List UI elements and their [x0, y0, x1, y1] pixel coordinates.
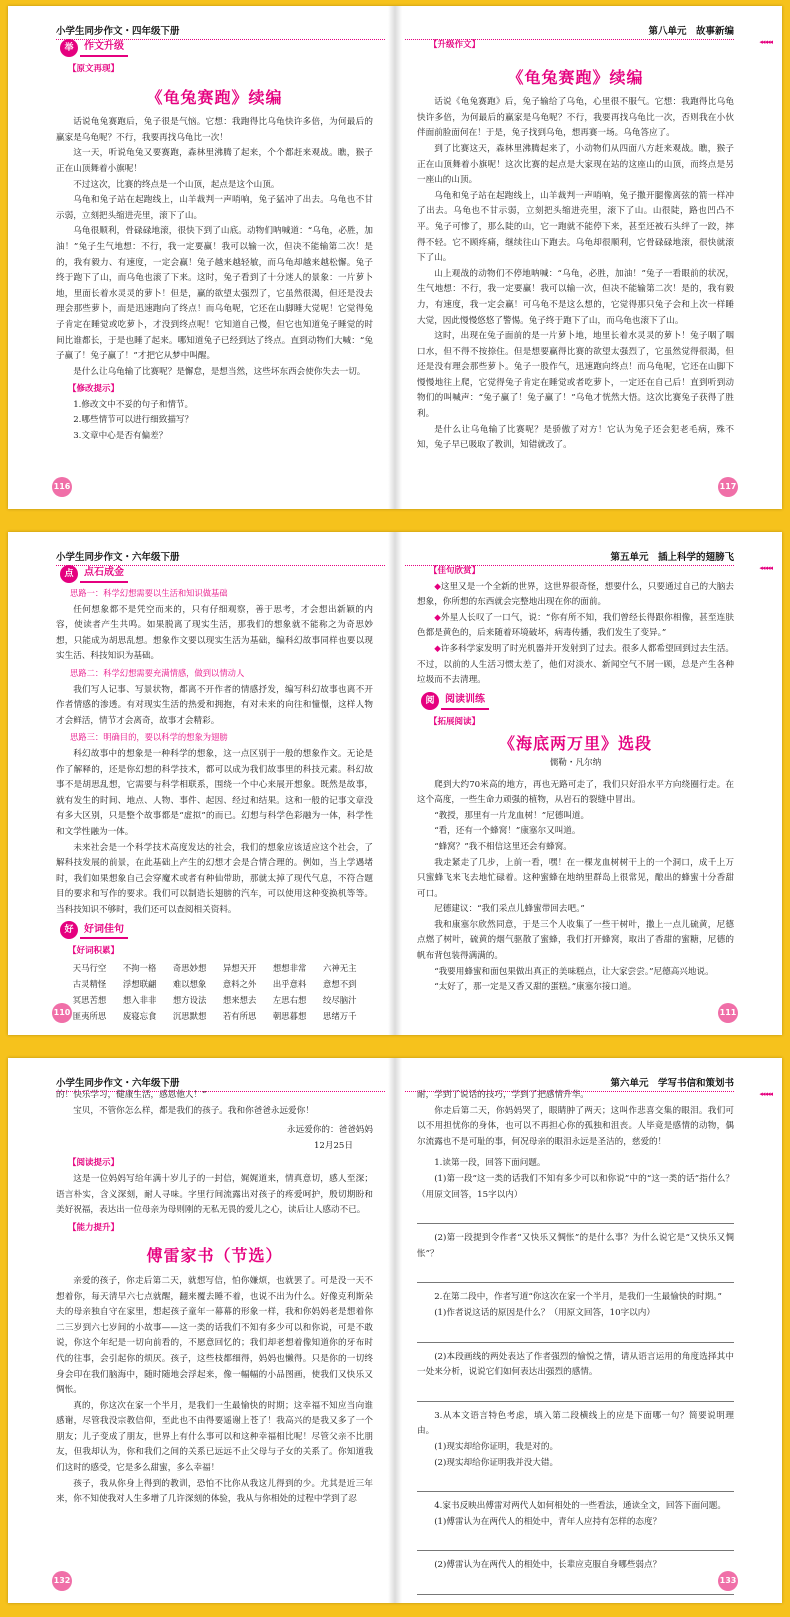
- word-table: [56, 960, 373, 1024]
- question-3: [417, 1409, 734, 1492]
- running-header: 第五单元 插上科学的翅膀飞: [610, 552, 734, 563]
- section-badge: [60, 38, 373, 58]
- running-header: 第六单元 学写书信和策划书: [610, 1078, 734, 1089]
- question-subitem: (1)现实却给你证明，我是对的。: [434, 1441, 559, 1452]
- section-tag: 【 能力提升 】: [68, 1221, 119, 1237]
- badge-title: 阅读训练: [441, 692, 489, 710]
- word: 沉思默想: [172, 1011, 207, 1022]
- paragraph: “我要用蜂蜜和面包果做出真正的美味糕点，让大家尝尝。”尼德高兴地说。: [434, 966, 714, 977]
- page-133: [395, 1058, 782, 1603]
- badge-icon: 点: [60, 565, 78, 583]
- paragraph: 乌龟和兔子站在起跑线上，山羊裁判一声哨响，兔子撒开腿像离弦的箭一样冲了出去。乌龟也不甘示弱，立刻把头缩进壳里，滚下了山。山很陡，路也凹凸不平。兔子可惨了，那么陡的山，它一跑就不能停下来，甚至还被石头绊了一跤，摔得不轻。它不顾疼痛，继续往山下跑去。乌龟却很顺利，它骨碌碌地滚，很快就滚下了山。: [417, 190, 734, 264]
- page-116: [8, 6, 395, 509]
- section-tag: 【 升级作文 】: [429, 38, 480, 54]
- tip-item: 3.文章中心是否有偏差？: [73, 431, 168, 442]
- question-1-2: [417, 1231, 734, 1283]
- answer-line[interactable]: [417, 1491, 734, 1492]
- paragraph: 到了比赛这天，森林里沸腾起来了，小动物们从四面八方赶来观战。瞧，猴子正在山顶舞着小旗呢！这次比赛的起点是大家现在站的这座山的山顶，而终点是另一座山的山顶。: [417, 143, 734, 186]
- word: 朝思暮想: [272, 1011, 307, 1022]
- running-header: 第八单元 故事新编: [648, 26, 734, 37]
- paragraph: 亲爱的孩子，你走后第二天，就想写信，怕你嫌烦，也就罢了。可是没一天不想着你，每天清早六七点就醒，翻来覆去睡不着，也说不出为什么。好像克利斯朵夫的母亲独自守在家里，想起孩子童年一幕幕的形象一样，我和你妈妈老是想着你二三岁到六七岁间的小故事——这一类的话我们不知有多少可以和你说，可是不敢说，你这个年纪是一切向前看的，不愿意回忆的；我们却老想着像知道你的牙布时代的往事，会引起你的烦厌。孩子，这些枝都细得，妈妈也懒得。只是你的一切终身会印在我们脑海中，随时随地会浮起来，像一幅幅的小品图画，使我们又快乐又惆怅。: [56, 1275, 373, 1396]
- paragraph: 未来社会是一个科学技术高度发达的社会，我们的想象应该适应这个社会，了解科技发展的前景，在此基础上产生的幻想才会是合情合理的。例如，当上学遇堵时，我们如果想象自己会穿魔术或者有种仙带助，那就太掉了现代气息，不符合题目的要求和写作的要求。我们可以制造长翅膀的汽车，可以使用这种变换机等等。当科技知识不够时，我们还可以查阅相关资料。: [56, 842, 373, 915]
- word: 想来想去: [222, 995, 257, 1006]
- question-subitem: (1)第一段“这一类的话我们不知有多少可以和你说”中的“这一类的话”指什么？（用原文回答，15字以内）: [417, 1173, 734, 1200]
- paragraph: 我走紧走了几步，上前一看，嘿！在一棵龙血树树干上的一个洞口，成千上万只蜜蜂飞来飞去地忙碌着。这种蜜蜂在地纳里群岛上很常见，酿出的蜂蜜十分香甜可口。: [417, 857, 734, 899]
- diamond-icon: ◆: [434, 612, 441, 623]
- sentence: ◆外星人长叹了一口气，说：“你有所不知，我们曾经长得跟你相像，甚至连肤色都是黄色的，后来随着环境破坏，病毒传播，我们发生了变异。”: [417, 612, 734, 639]
- page-number: 132: [52, 1571, 72, 1591]
- paragraph: 乌龟很顺利，骨碌碌地滚，很快下到了山底。动物们呐喊道：“乌龟，必胜，加油！”兔子生气地想：不行，我一定要赢！我可以输一次，但决不能输第二次！是的，我有毅力、有速度，一定会赢！兔子越来越轻敏，而乌龟却越来越松懈。兔子终于跑下了山，而乌龟也滚了下来。这时，兔子看到了十分迷人的景象：一片萝卜地，里面长着水灵灵的萝卜！但是，赢的欲望太强烈了，它虽然很渴，但还是没去理会那些萝卜，而是迅速跑向了终点！而乌龟呢，它还在山脚睡大觉呢！它觉得兔子肯定在睡觉或吃萝卜，才没到终点呢！它知道自己慢，但它也知道兔子睡觉的时间比谁都长，于是也睡了起来。哪知道兔子已经到达了终点。直到动物们大喊：“兔子赢了！兔子赢了！”才把它从梦中叫醒。: [56, 226, 373, 362]
- paragraph: 不过这次，比赛的终点是一个山顶，起点是这个山顶。: [73, 179, 280, 190]
- chevron-decoration-icon: ◂◂◂◂◂: [759, 1090, 772, 1098]
- word: 不拘一格: [122, 963, 157, 974]
- spread-2: [8, 532, 782, 1035]
- tip-item: 2.哪些情节可以进行细致描写？: [73, 415, 194, 426]
- section-badge: [421, 691, 734, 711]
- section-badge: [60, 564, 373, 584]
- diamond-icon: ◆: [434, 581, 441, 592]
- chevron-decoration-icon: ◂◂◂◂◂: [759, 564, 772, 572]
- question-subitem: (2)第一段提到令作者“又快乐又惆怅”的是什么事？为什么说它是“又快乐又惆怅”？: [417, 1233, 734, 1259]
- question-4: [417, 1499, 734, 1551]
- page-number: 110: [52, 1003, 72, 1023]
- section-badge: [60, 920, 373, 940]
- word: 意料之外: [222, 979, 257, 990]
- word: 想入非非: [122, 995, 157, 1006]
- running-header: 小学生同步作文・六年级下册: [56, 552, 180, 563]
- author: 儒勒・凡尔纳: [549, 757, 602, 768]
- word: 匪夷所思: [72, 1011, 107, 1022]
- section-tag: 【 佳句欣赏 】: [429, 564, 480, 580]
- article-title: 《龟兔赛跑》续编: [146, 87, 283, 107]
- word: 出乎意料: [272, 979, 307, 990]
- paragraph: 任何想象都不是凭空而来的，只有仔细观察，善于思考，才会想出新颖的内容，使读者产生共鸣。如果脱离了现实生活，那我们的想象就不能称之为奇思妙想，只能成为胡思乱想。想象作文要以现实生活为基础，编科幻故事同样也要以现实生活、科技知识为基础。: [56, 604, 373, 662]
- article-title: 《海底两万里》选段: [498, 734, 652, 754]
- word: 废寝忘食: [122, 1011, 157, 1022]
- paragraph: 我们写人记事、写景状物，都离不开作者的情感抒发，编写科幻故事也离不开作者情感的渗透。有对现实生活的热爱和拥抱，有对未来的向往和憧憬，这样人物才会鲜活，情节才会离奇，故事才会精彩。: [56, 684, 373, 726]
- header-rule: [405, 565, 734, 566]
- paragraph: “看，还有一个蜂窝！”康塞尔又叫道。: [434, 826, 581, 837]
- paragraph: 科幻故事中的想象是一种科学的想象，这一点区别于一般的想象作文。无论是作了解释的，还是你幻想的科学技术，都可以成为我们故事里的科技元素。科幻故事不是胡思乱想，它需要与科学相联系，围绕一个中心来展开想象。既然是故事，就有发生的时间、地点、人物、事件、起因、经过和结果。这和一般的记事文章没有多大区别，只是整个故事都是“虚拟”的而已。幻想与科学色彩融为一体，科学性和文学性融为一体。: [56, 748, 373, 837]
- paragraph: 话说龟兔赛跑后，兔子很是气恼。它想：我跑得比乌龟快许多倍，为何最后的赢家是乌龟呢？不行，我要再找乌龟比一次！: [56, 117, 373, 143]
- answer-line[interactable]: [417, 1282, 734, 1283]
- word: 意想不到: [322, 979, 357, 990]
- question-2: [417, 1290, 734, 1342]
- paragraph: 这一天，听说龟兔又要赛跑，森林里沸腾了起来，个个都赶来观战。瞧，猴子正在山顶舞着小旗呢！: [56, 148, 373, 174]
- chevron-decoration-icon: ◂◂◂◂◂: [759, 38, 772, 46]
- paragraph: 真的，你这次在家一个半月，是我们一生最愉快的时期；这幸福不知应当向谁感谢，尽管我没宗教信仰，至此也不由得要遥谢上苍了！我高兴的是我又多了一个朋友；儿子变成了朋友，世界上有什么事可以和这种幸福相比呢！尽管父亲不比朋友，但我却认为，你和我们之间的关系已远远不止父母与子女的关系了。你知道我们这时的感受，它是多么甜蜜，多么幸福！: [56, 1400, 373, 1474]
- question-text: 2.在第二段中，作者写道“你这次在家一个半月，是我们一生最愉快的时期。”: [434, 1292, 722, 1303]
- paragraph: 乌龟和兔子站在起跑线上，山羊裁判一声哨响，兔子猛冲了出去。乌龟也不甘示弱，立刻把头缩进壳里，滚下了山。: [56, 195, 373, 221]
- date: 12月25日: [313, 1140, 353, 1151]
- page-number: 133: [718, 1571, 738, 1591]
- sentence: ◆许多科学家发明了时光机器并开发射到了过去。很多人都希望回到过去生活。不过，以前的人生活习惯太差了，他们对淡水、新闻空气不屑一顾，总是产生各种垃圾而不去清理。: [417, 643, 734, 686]
- idea-heading: 思路三：明确目的，要以科学的想象为翅膀: [70, 732, 228, 743]
- word: 思绪万千: [322, 1011, 357, 1022]
- badge-icon: 好: [60, 921, 78, 939]
- article-title: 傅雷家书（节选）: [146, 1246, 283, 1266]
- badge-title: 作文升级: [80, 39, 128, 57]
- word: 奇思妙想: [172, 963, 207, 974]
- paragraph: 尼德建议：“我们采点儿蜂蜜带回去吧。”: [434, 904, 585, 915]
- section-tag: 【 阅读提示 】: [68, 1156, 119, 1172]
- badge-icon: 举: [60, 39, 78, 57]
- paragraph: 是什么让乌龟输了比赛呢？是懈怠，是想当然，这些坏东西会使你失去一切。: [73, 366, 366, 377]
- question-text: 3.从本文语言特色考虑，填入第二段横线上的应是下面哪一句？简要说明理由。: [417, 1410, 734, 1437]
- header-rule: [405, 1091, 734, 1092]
- answer-line[interactable]: [417, 1223, 734, 1224]
- header-rule: [405, 39, 734, 40]
- sentence: ◆这里又是一个全新的世界，这世界很奇怪，想要什么，只要通过自己的大脑去想象，你所想的东西就会完整地出现在你的面前。: [417, 581, 734, 608]
- word: 绞尽脑汁: [322, 995, 357, 1006]
- page-number: 111: [718, 1003, 738, 1023]
- question-subitem: (1)傅雷认为在两代人的相处中，青年人应持有怎样的态度？: [434, 1516, 662, 1527]
- spread-3: [8, 1058, 782, 1603]
- question-text: 1.读第一段，回答下面问题。: [434, 1158, 546, 1169]
- paragraph: 我和康塞尔欣然同意，于是三个人收集了一些干树叶，撒上一点儿硫黄，尼德点燃了树叶，硫黄的烟气驱散了蜜蜂，我们打开蜂窝，取出了香甜的蜜糖，尼德的帆布背包装得满满的。: [417, 919, 734, 962]
- paragraph: 的！快乐学习，健康生活，感恩他人！”: [56, 1090, 207, 1100]
- word: 异想天开: [222, 963, 257, 974]
- running-header: 小学生同步作文・六年级下册: [56, 1078, 180, 1089]
- word: 冥思苦想: [72, 995, 107, 1006]
- word: 六神无主: [322, 963, 357, 974]
- question-subitem: (2)本段画线的两处表达了作者强烈的愉悦之情，请从语言运用的角度选择其中一处来分析，说说它们如何表达出强烈的感情。: [417, 1351, 734, 1378]
- reading-hint: 这是一位妈妈写给年满十岁儿子的一封信，娓娓道来，情真意切，感人至深；语言朴实，含义深刻，耐人寻味。字里行间流露出对孩子的疼爱呵护，殷切期盼和美好祝福，表达出一位母亲为母则刚的无私无畏的爱儿之心，读后让人感动不已。: [56, 1173, 373, 1216]
- signature: 永远爱你的：爸爸妈妈: [287, 1125, 373, 1136]
- word: 古灵精怪: [72, 979, 107, 990]
- answer-line[interactable]: [417, 1550, 734, 1551]
- page-number: 117: [718, 477, 738, 497]
- badge-title: 点石成金: [80, 565, 128, 583]
- badge-title: 好词佳句: [80, 922, 128, 940]
- badge-icon: 阅: [421, 692, 439, 710]
- paragraph: 孩子，我从你身上得到的教训，恐怕不比你从我这儿得到的少。尤其是近三年来，你不知使我对人生多增了几许深刻的体验，我从与你相处的过程中学到了忍: [56, 1478, 373, 1505]
- word: 天马行空: [72, 963, 107, 974]
- page-110: [8, 532, 395, 1035]
- running-header: 小学生同步作文・四年级下册: [56, 26, 180, 37]
- question-subitem: (1)作者说这话的原因是什么？（用原文回答，10字以内）: [434, 1307, 655, 1318]
- question-4-2: [417, 1558, 734, 1595]
- answer-line[interactable]: [417, 1594, 734, 1595]
- word: 想想非常: [272, 963, 307, 974]
- tip-item: 1.修改文中不妥的句子和情节。: [73, 399, 194, 410]
- page-number: 116: [52, 477, 72, 497]
- header-rule: [56, 565, 385, 566]
- paragraph: “蜂窝？”我不相信这里还会有蜂窝。: [434, 841, 572, 852]
- header-rule: [56, 39, 385, 40]
- idea-heading: 思路一：科学幻想需要以生活和知识做基础: [70, 588, 228, 598]
- question-1: [417, 1156, 734, 1224]
- question-subitem: (2)现实却给你证明我并没大错。: [434, 1457, 559, 1468]
- word: 浮想联翩: [122, 979, 157, 990]
- section-tag: 【 好词积累 】: [68, 944, 119, 960]
- answer-line[interactable]: [417, 1401, 734, 1402]
- answer-line[interactable]: [417, 1342, 734, 1343]
- paragraph: 耐，学到了说话的技巧，学到了把感情升华。: [417, 1090, 589, 1100]
- word: 想方设法: [172, 995, 207, 1006]
- paragraph: 是什么让乌龟输了比赛呢？是骄傲了对方！它认为兔子还会犯老毛病，殊不知，兔子早已吸取了教训，知错就改了。: [417, 424, 734, 451]
- page-132: [8, 1058, 395, 1603]
- section-tag: 【 原文再现 】: [68, 62, 119, 78]
- paragraph: 宝贝，不管你怎么样，都是我们的孩子。我和你爸爸永远爱你！: [73, 1105, 314, 1116]
- paragraph: 话说《龟兔赛跑》后，兔子输给了乌龟，心里很不服气。它想：我跑得比乌龟快许多倍，为何最后的赢家是乌龟呢？不行，我要再找乌龟比一次，否则我在小伙伴面前脸面何在！于是，兔子找到乌龟，想再赛一场。乌龟答应了。: [417, 97, 734, 139]
- word: 若有所思: [222, 1011, 257, 1022]
- question-2-2: [417, 1350, 734, 1402]
- question-subitem: (2)傅雷认为在两代人的相处中，长辈应克服自身哪些弱点？: [434, 1560, 662, 1571]
- question-text: 4.家书反映出傅雷对两代人如何相处的一些看法，通读全文，回答下面问题。: [434, 1501, 726, 1512]
- paragraph: “太好了，那一定是又香又甜的蛋糕。”康塞尔接口道。: [434, 982, 637, 993]
- paragraph: 山上观战的动物们不停地呐喊：“乌龟，必胜，加油！”兔子一看眼前的状况，生气地想：不行，我一定要赢！我可以输一次，但决不能输第二次！是的，我有毅力，有速度，我一定会赢！可乌龟不是这么想的，它觉得那只兔子会和上次一样睡大觉，因此慢慢悠悠了警惕。兔子终于跑下了山，而乌龟也滚下了山。: [417, 268, 734, 326]
- header-rule: [56, 1091, 385, 1092]
- word: 左思右想: [272, 995, 307, 1006]
- article-title: 《龟兔赛跑》续编: [507, 67, 644, 87]
- section-tag: 【 修改提示 】: [68, 382, 119, 398]
- paragraph: 这时，出现在兔子面前的是一片萝卜地，地里长着水灵灵的萝卜！兔子咽了咽口水，但不得不按捺住。但是想要赢得比赛的欲望太强烈了，它虽然觉得很渴，但还是没有理会那些萝卜。兔子一股作气，迅速跑向终点！而乌龟呢，它还在山脚下慢慢地往上爬，它觉得兔子肯定在睡觉或者吃萝卜，一定还在自己后！直到听到动物们的叫喊声：“兔子赢了！兔子赢了！”乌龟才恍然大悟。这次比赛兔子获得了胜利。: [417, 331, 734, 420]
- page-117: [395, 6, 782, 509]
- idea-heading: 思路二：科学幻想需要充满情感，做到以情动人: [70, 667, 245, 678]
- paragraph: 爬到大约70米高的地方，再也无路可走了，我们只好沿水平方向绕圈行走。在这个高度，一些生命力顽强的植物，从岩石的裂缝中冒出。: [417, 779, 734, 806]
- word: 难以想象: [172, 979, 207, 990]
- section-tag: 【 拓展阅读 】: [429, 715, 480, 731]
- diamond-icon: ◆: [434, 643, 441, 654]
- paragraph: “教授，那里有一片龙血树！”尼德叫道。: [434, 810, 590, 821]
- spread-1: [8, 6, 782, 509]
- paragraph: 你走后第二天，你妈妈哭了，眼睛肿了两天；这叫作悲喜交集的眼泪。我们可以不用担忧你的身体，也可以不再担心你的孤独和沮丧。人毕竟是感情的动物，偶尔流露也不是可耻的事，何况母亲的眼泪永远是圣洁的，慈爱的！: [417, 1105, 734, 1147]
- page-111: [395, 532, 782, 1035]
